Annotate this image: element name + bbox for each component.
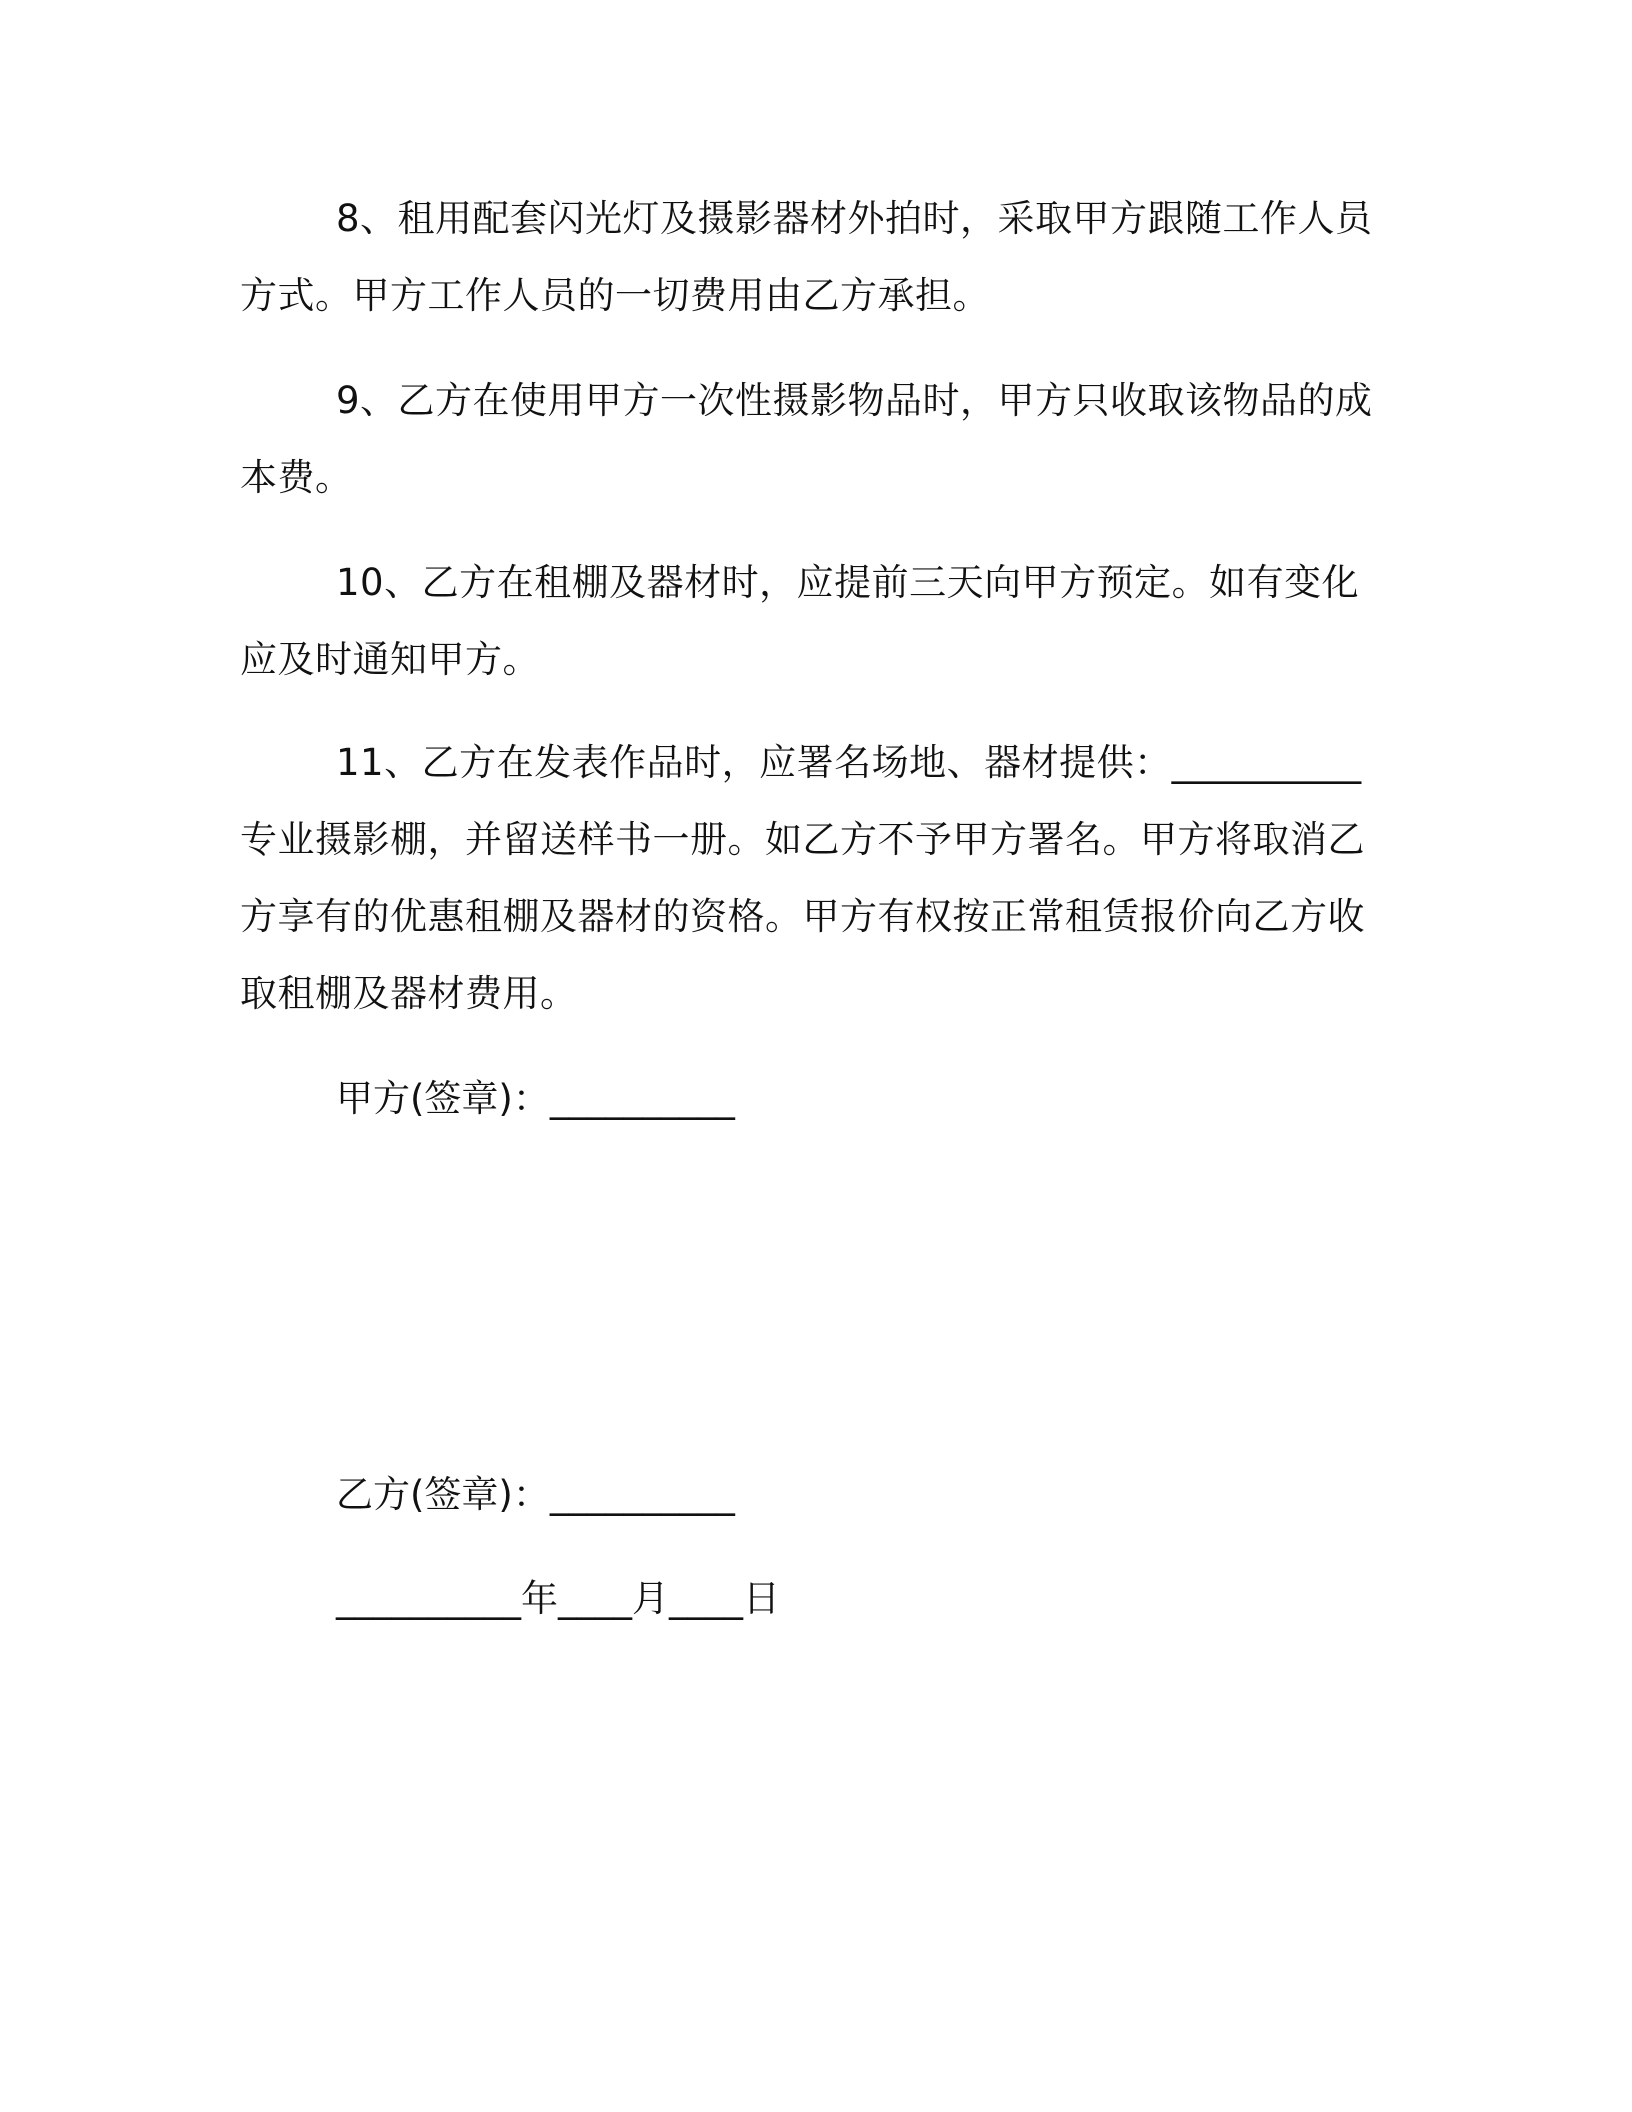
clause-9: 9、乙方在使用甲方一次性摄影物品时，甲方只收取该物品的成本费。 bbox=[240, 379, 1373, 499]
party-a-signature-line: 甲方(签章)：__________ bbox=[336, 1077, 735, 1120]
date-line: __________年____月____日 bbox=[336, 1577, 780, 1620]
clause-11: 11、乙方在发表作品时，应署名场地、器材提供：__________专业摄影棚，并留送样书一册。如乙方不予甲方署名。甲方将取消乙方享有的优惠租棚及器材的资格。甲方有权按正常租赁报价向乙方收取租棚及器材费用。 bbox=[240, 741, 1365, 1015]
clause-10: 10、乙方在租棚及器材时，应提前三天向甲方预定。如有变化应及时通知甲方。 bbox=[240, 561, 1360, 681]
clause-8: 8、租用配套闪光灯及摄影器材外拍时，采取甲方跟随工作人员方式。甲方工作人员的一切费用由乙方承担。 bbox=[240, 197, 1373, 317]
party-b-signature-line: 乙方(签章)：__________ bbox=[336, 1473, 735, 1516]
